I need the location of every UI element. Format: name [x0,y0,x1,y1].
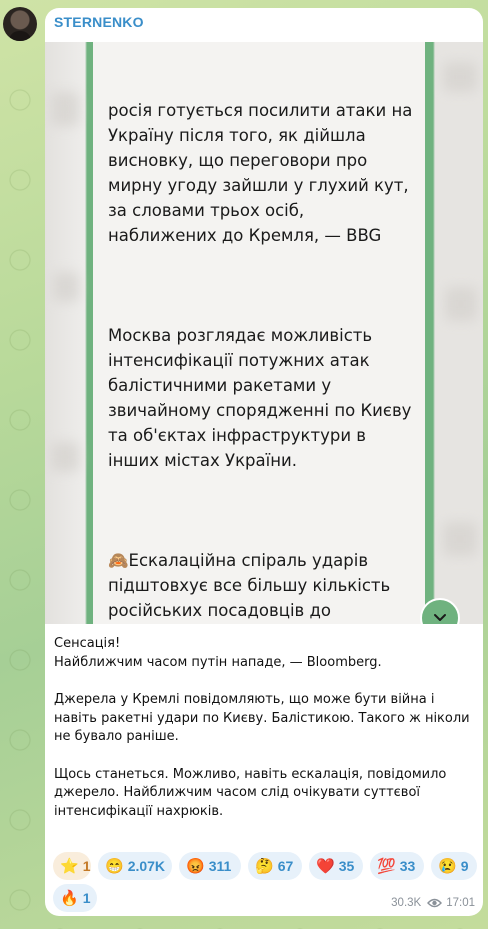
caption-subline: Найближчим часом путін нападе, — Bloomberg. [54,654,382,670]
reaction-star[interactable] [53,852,91,880]
post-image[interactable] [45,42,483,624]
caption-paragraph-3: Щось станеться. Можливо, навіть ескалація, повідомило джерело. Найближчим часом слід очікувати суттєвої інтенсифікації нахрюків. [54,766,447,819]
reaction-count: 1 [82,890,91,906]
view-count: 30.3K [391,897,422,909]
image-text [108,48,418,624]
reaction-thinking[interactable] [248,852,302,880]
reaction-count: 33 [399,858,416,874]
image-paragraph-3: 🙈Ескалаційна спіраль ударів підштовхує все більшу кількість російських посадовців до [108,551,391,620]
crying-icon: 😢 [438,857,457,875]
reaction-heart[interactable] [309,852,363,880]
reaction-count: 1 [82,858,91,874]
reaction-angry[interactable] [179,852,241,880]
thinking-icon: 🤔 [255,857,274,875]
reaction-hundred[interactable] [370,852,424,880]
star-icon: ⭐ [60,857,79,875]
fire-icon: 🔥 [60,889,79,907]
image-paragraph-1: росія готується посилити атаки на Україну після того, як дійшла висновку, що переговори про мирну угоду зайшли у глухий кут, за словами трьох осіб, наближених до Кремля, — BBG [108,101,418,245]
channel-name[interactable]: STERNENKO [54,14,144,30]
heart-icon: ❤️ [316,857,335,875]
hundred-icon: 💯 [377,857,396,875]
caption-headline: Сенсація! [54,636,121,651]
channel-avatar[interactable] [3,7,37,41]
reaction-count: 311 [208,858,232,874]
reaction-count: 35 [338,858,355,874]
message-bubble [45,8,483,916]
chevron-down-icon [432,610,448,624]
caption-paragraph-2: Джерела у Кремлі повідомляють, що може бути війна і навіть ракетні удари по Києву. Балістикою. Такого ж ніколи не бувало раніше. [54,692,470,744]
image-paragraph-2: Москва розглядає можливість інтенсифікації потужних атак балістичними ракетами у звичайному спорядженні по Києву та об'єктах інфраструктури в інших містах України. [108,326,417,470]
message-meta [391,897,475,909]
reaction-count: 2.07K [127,858,166,874]
post-time: 17:01 [446,897,475,909]
scroll-down-button[interactable] [420,598,460,624]
grin-icon: 😁 [105,857,124,875]
reaction-grin[interactable] [98,852,172,880]
reaction-fire[interactable] [53,884,97,912]
angry-icon: 😡 [186,857,205,875]
caption-paragraph-1 [54,635,474,672]
reaction-count: 67 [277,858,294,874]
post-caption [54,635,474,840]
reaction-count: 9 [460,858,469,874]
reaction-crying[interactable] [431,852,477,880]
eye-icon [427,898,442,908]
